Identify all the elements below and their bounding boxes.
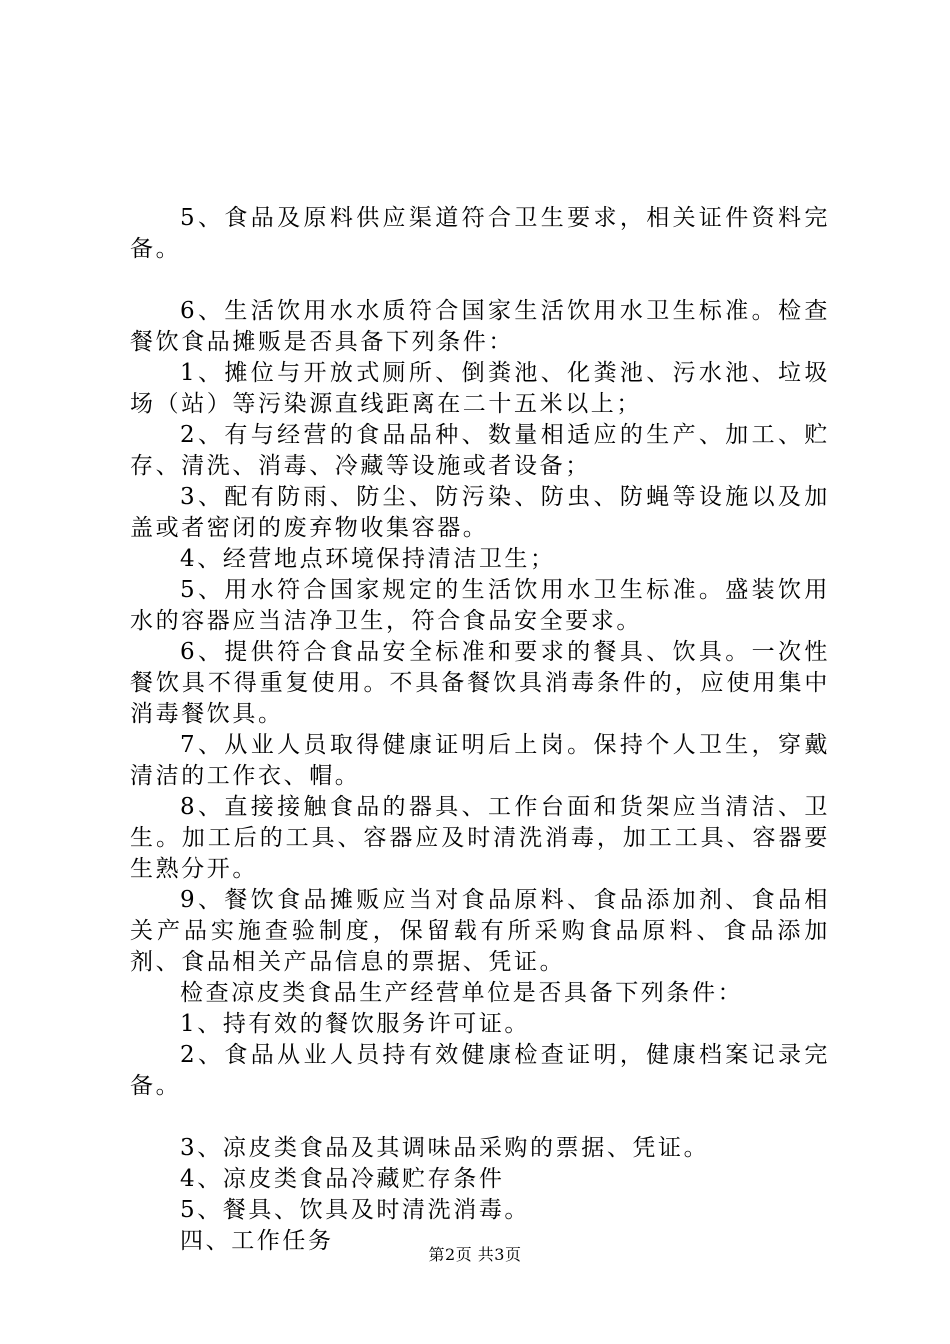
paragraph-supply-channel: 5、食品及原料供应渠道符合卫生要求，相关证件资料完备。 [130,205,830,262]
page-number-footer: 第2页 共3页 [428,1245,522,1264]
paragraph-cold-storage: 4、凉皮类食品冷藏贮存条件 [180,1166,505,1192]
paragraph-utensils: 8、直接接触食品的器具、工作台面和货架应当清洁、卫生。加工后的工具、容器应及时清洗消毒，加工工具、容器要生熟分开。 [130,794,830,882]
section-heading-tasks: 四、工作任务 [180,1228,334,1254]
paragraph-inspection-records: 9、餐饮食品摊贩应当对食品原料、食品添加剂、食品相关产品实施查验制度，保留载有所采购食品原料、食品添加剂、食品相关产品信息的票据、凭证。 [130,887,830,975]
paragraph-staff-health: 7、从业人员取得健康证明后上岗。保持个人卫生，穿戴清洁的工作衣、帽。 [130,732,830,789]
paragraph-facilities: 2、有与经营的食品品种、数量相适应的生产、加工、贮存、清洗、消毒、冷藏等设施或者设备； [130,422,830,479]
paragraph-clean-site: 4、经营地点环境保持清洁卫生； [180,546,556,572]
document-body [130,203,830,1257]
paragraph-drinking-water: 6、生活饮用水水质符合国家生活饮用水卫生标准。检查餐饮食品摊贩是否具备下列条件： [130,298,830,355]
paragraph-tableware-cleaning: 5、餐具、饮具及时清洗消毒。 [180,1197,531,1223]
paragraph-liangpi-heading: 检查凉皮类食品生产经营单位是否具备下列条件： [180,980,744,1006]
paragraph-purchase-records: 3、凉皮类食品及其调味品采购的票据、凭证。 [180,1135,710,1161]
paragraph-protection: 3、配有防雨、防尘、防污染、防虫、防蝇等设施以及加盖或者密闭的废弃物收集容器。 [130,484,830,541]
paragraph-license: 1、持有效的餐饮服务许可证。 [180,1011,531,1037]
paragraph-tableware: 6、提供符合食品安全标准和要求的餐具、饮具。一次性餐饮具不得重复使用。不具备餐饮具消毒条件的，应使用集中消毒餐饮具。 [130,639,830,727]
paragraph-stall-distance: 1、摊位与开放式厕所、倒粪池、化粪池、污水池、垃圾场（站）等污染源直线距离在二十五米以上； [130,360,830,417]
paragraph-water-standard: 5、用水符合国家规定的生活饮用水卫生标准。盛装饮用水的容器应当洁净卫生，符合食品安全要求。 [130,577,830,634]
paragraph-health-certificate: 2、食品从业人员持有效健康检查证明，健康档案记录完备。 [130,1042,830,1099]
